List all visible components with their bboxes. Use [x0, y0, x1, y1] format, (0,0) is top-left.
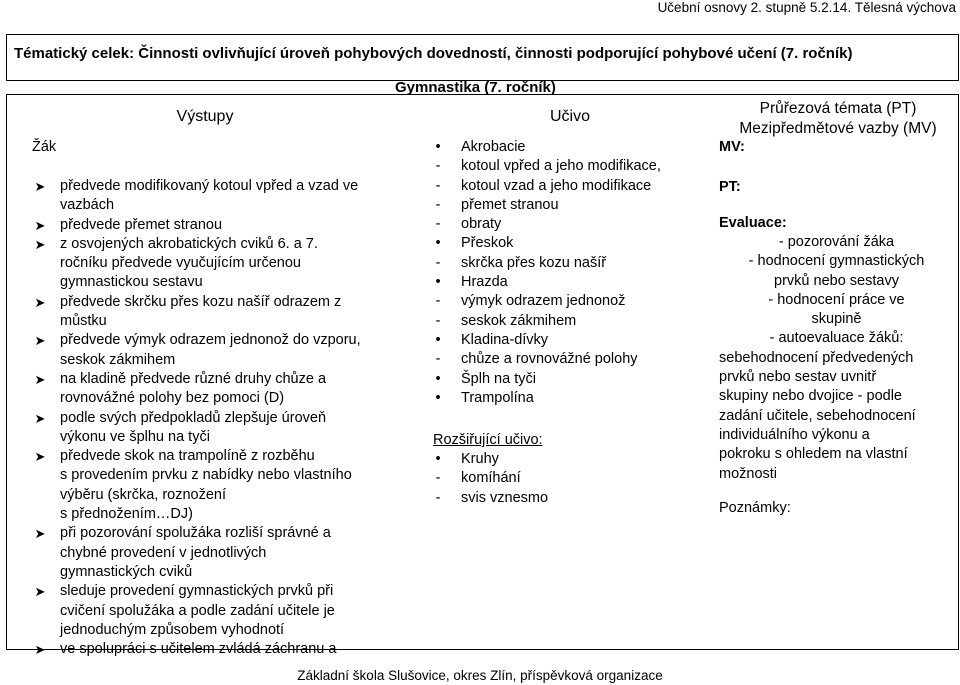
output-line [32, 216, 361, 235]
arrow-bullet-icon: ➤ [34, 584, 46, 600]
content-text: komíhání [461, 470, 521, 487]
arrow-bullet-icon: ➤ [34, 179, 46, 194]
content-text: obraty [461, 216, 502, 233]
output-line [32, 428, 361, 447]
output-text: výběru (skrčka, roznožení [60, 486, 227, 503]
content-text: výmyk odrazem jednonož [461, 293, 626, 310]
content-item [433, 138, 661, 157]
arrow-bullet-icon: ➤ [34, 294, 46, 310]
content-item [433, 389, 661, 408]
content-text: Přeskok [461, 235, 514, 252]
curriculum-header: Učební osnovy 2. stupně 5.2.14. Tělesná výchova [657, 0, 956, 15]
output-text: předvede výmyk odrazem jednonož do vzporu, [60, 332, 361, 349]
bullet-dot-icon: • [435, 274, 441, 291]
evaluation-line [719, 349, 954, 368]
output-text: předvede skrčku přes kozu našíř odrazem z [60, 293, 342, 310]
output-line [32, 370, 361, 389]
content-item [433, 350, 661, 369]
dash-icon: - [435, 177, 441, 194]
output-line [32, 351, 361, 370]
dash-icon: - [435, 216, 441, 233]
output-line [32, 621, 361, 640]
evaluation-text: hodnocení gymnastických [757, 253, 925, 270]
bullet-dot-icon: • [435, 370, 441, 387]
output-line [32, 293, 361, 312]
output-text: podle svých předpokladů zlepšuje úroveň [60, 409, 327, 426]
cross-topics-label: Průřezová témata (PT) [759, 100, 917, 117]
output-line [32, 466, 361, 485]
output-line [32, 389, 361, 408]
dash-icon: - [435, 158, 441, 175]
arrow-bullet-icon: ➤ [34, 371, 46, 387]
output-line [32, 486, 361, 505]
output-line [32, 331, 361, 350]
content-text: Trampolína [461, 389, 534, 406]
extension-title: Rozšiřující učivo: [433, 432, 543, 448]
bullet-dot-icon: • [435, 451, 441, 467]
arrow-bullet-icon: ➤ [34, 333, 46, 349]
evaluation-line [719, 465, 954, 484]
cross-topics-heading [718, 99, 958, 139]
evaluation-line [719, 407, 954, 426]
dash-icon: - [748, 253, 758, 270]
content-text: seskok zákmihem [461, 312, 577, 329]
content-text: kotoul vpřed a jeho modifikace, [461, 158, 661, 175]
content-item [433, 312, 661, 331]
content-text: přemet stranou [461, 196, 559, 213]
content-item [433, 370, 661, 389]
evaluation-line [719, 252, 954, 271]
output-text: ve spolupráci s učitelem zvládá záchranu a [60, 641, 337, 658]
content-item [433, 157, 661, 176]
output-line [32, 524, 361, 543]
topic-title: Gymnastika (7. ročník) [395, 79, 556, 96]
output-line [32, 177, 361, 196]
content-item [433, 489, 548, 508]
output-text: jednoduchým způsobem vyhodnotí [60, 621, 285, 638]
content-item [433, 292, 661, 311]
evaluation-line [719, 329, 954, 348]
evaluation-line [719, 387, 954, 406]
evaluation-line [719, 310, 954, 329]
output-text: předvede přemet stranou [60, 216, 223, 233]
content-item [433, 331, 661, 350]
output-line [32, 447, 361, 466]
content-item [433, 469, 548, 488]
output-text: z osvojených akrobatických cviků 6. a 7. [60, 235, 318, 252]
mv-label: MV: [719, 139, 745, 155]
content-item [433, 215, 661, 234]
content-item [433, 234, 661, 253]
output-line [32, 563, 361, 582]
output-text: s přednožením…DJ) [60, 506, 193, 523]
dash-icon: - [435, 293, 441, 310]
output-text: vazbách [60, 197, 115, 214]
bullet-dot-icon: • [435, 139, 441, 155]
content-text: Hrazda [461, 274, 508, 291]
output-line [32, 602, 361, 621]
bullet-dot-icon: • [435, 331, 441, 348]
bullet-dot-icon: • [435, 389, 441, 406]
output-text: s provedením prvku z nabídky nebo vlastního [60, 467, 352, 484]
dash-icon: - [435, 312, 441, 329]
content-text: Kladina-dívky [461, 331, 549, 348]
dash-icon: - [435, 351, 441, 368]
output-line [32, 254, 361, 273]
dash-icon: - [435, 254, 441, 271]
evaluation-line [719, 426, 954, 445]
content-text: chůze a rovnovážné polohy [461, 351, 638, 368]
interdisciplinary-label: Mezipředmětové vazby (MV) [739, 120, 937, 137]
arrow-bullet-icon: ➤ [34, 526, 46, 542]
content-text: skrčka přes kozu našíř [461, 254, 607, 271]
output-text: chybné provedení v jednotlivých [60, 544, 267, 561]
evaluation-text: prvků nebo sestavy [774, 272, 899, 289]
dash-icon: - [769, 330, 779, 347]
notes-label: Poznámky: [719, 500, 791, 516]
evaluation-text: skupiny nebo dvojice - podle [719, 388, 902, 405]
arrow-bullet-icon: ➤ [34, 217, 46, 233]
extension-list [433, 450, 548, 508]
outputs-list [32, 177, 361, 659]
content-text: Akrobacie [461, 139, 526, 155]
content-item [433, 177, 661, 196]
evaluation-text: hodnocení práce ve [777, 291, 905, 308]
output-text: seskok zákmihem [60, 351, 176, 368]
output-text: můstku [60, 313, 107, 330]
output-text: předvede modifikovaný kotoul vpřed a vzad ve [60, 178, 359, 194]
output-text: cvičení spolužáka a podle zadání učitele je [60, 602, 335, 619]
output-text: na kladině předvede různé druhy chůze a [60, 370, 327, 387]
evaluation-text: prvků nebo sestav uvnitř [719, 369, 877, 386]
content-text: kotoul vzad a jeho modifikace [461, 177, 652, 194]
output-line [32, 582, 361, 601]
evaluation-text: zadání učitele, sebehodnocení [719, 407, 916, 424]
outputs-intro: Žák [32, 139, 57, 155]
evaluation-text: možnosti [719, 465, 778, 482]
evaluation-line [719, 291, 954, 310]
output-text: při pozorování spolužáka rozliší správné a [60, 525, 331, 542]
dash-icon: - [435, 196, 441, 213]
content-text: svis vznesmo [461, 489, 549, 506]
evaluation-text: individuálního výkonu a [719, 426, 870, 443]
arrow-bullet-icon: ➤ [34, 236, 46, 252]
output-text: rovnovážné polohy bez pomoci (D) [60, 390, 285, 407]
content-item [433, 196, 661, 215]
evaluation-text: autoevaluace žáků: [778, 330, 904, 347]
dash-icon: - [435, 470, 441, 487]
evaluation-text: pozorování žáka [787, 234, 895, 250]
evaluation-text: sebehodnocení předvedených [719, 349, 914, 366]
output-line [32, 273, 361, 292]
evaluation-title: Evaluace: [719, 215, 787, 231]
content-text: Kruhy [461, 451, 499, 467]
outputs-heading: Výstupy [176, 108, 234, 125]
output-text: gymnastických cviků [60, 563, 193, 580]
evaluation-list [719, 233, 954, 484]
content-text: Šplh na tyči [461, 370, 536, 387]
arrow-bullet-icon: ➤ [34, 410, 46, 426]
evaluation-line [719, 233, 954, 252]
content-item [433, 273, 661, 292]
output-text: gymnastickou sestavu [60, 274, 203, 291]
content-heading: Učivo [549, 108, 590, 125]
output-text: předvede skok na trampolíně z rozběhu [60, 448, 315, 465]
output-line [32, 409, 361, 428]
evaluation-text: pokroku s ohledem na vlastní [719, 446, 908, 463]
content-list [433, 138, 661, 408]
output-line [32, 640, 361, 659]
output-text: sleduje provedení gymnastických prvků při [60, 583, 334, 600]
school-footer: Základní škola Slušovice, okres Zlín, příspěvková organizace [297, 668, 663, 683]
bullet-dot-icon: • [435, 235, 441, 252]
evaluation-text: skupině [811, 311, 862, 328]
output-line [32, 312, 361, 331]
output-line [32, 235, 361, 254]
evaluation-line [719, 445, 954, 464]
arrow-bullet-icon: ➤ [34, 449, 46, 465]
pt-label: PT: [719, 179, 741, 195]
dash-icon: - [778, 234, 788, 250]
evaluation-line [719, 272, 954, 291]
output-text: ročníku předvede vyučujícím určenou [60, 255, 301, 272]
evaluation-line [719, 368, 954, 387]
dash-icon: - [768, 291, 778, 308]
theme-title: Tématický celek: Činnosti ovlivňující úroveň pohybových dovedností, činnosti podporující pohybové učení (7. ročník) [14, 45, 853, 62]
content-item [433, 254, 661, 273]
arrow-bullet-icon: ➤ [34, 642, 46, 658]
output-line [32, 196, 361, 215]
dash-icon: - [435, 489, 441, 506]
output-line [32, 505, 361, 524]
output-text: výkonu ve šplhu na tyči [60, 428, 210, 445]
content-item [433, 450, 548, 469]
output-line [32, 544, 361, 563]
